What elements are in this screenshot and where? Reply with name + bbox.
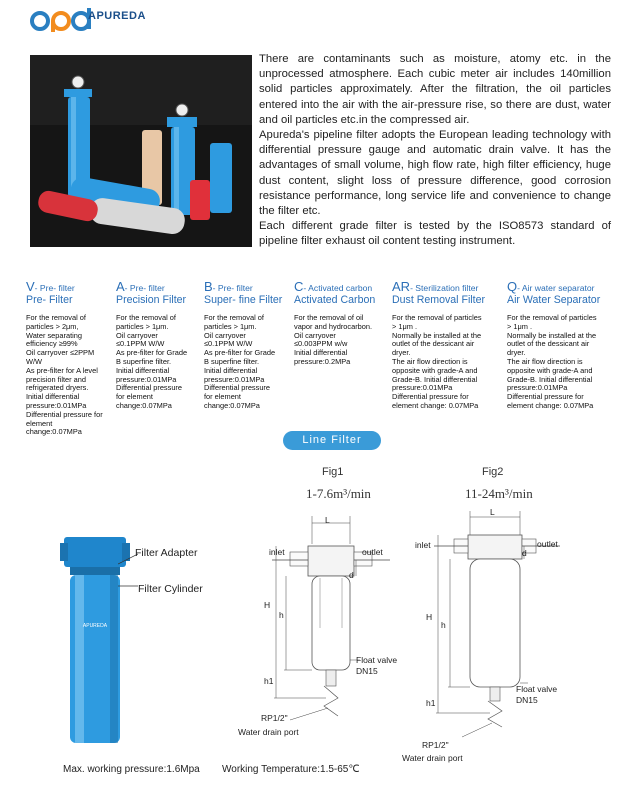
grade-header: B- Pre- filter — [204, 279, 253, 294]
fig2-dim-d: d — [522, 548, 527, 558]
fig2-outlet-label: outlet — [537, 539, 558, 549]
fig2-dim-h: h — [441, 620, 446, 630]
filter-cylinder-label: Filter Cylinder — [138, 583, 203, 595]
working-temperature: Working Temperature:1.5-65℃ — [222, 764, 360, 775]
fig1-dim-h1: h1 — [264, 676, 274, 686]
fig1-dim-d: d — [349, 570, 354, 580]
grade-q — [507, 281, 615, 411]
fig1-dn-label: DN15 — [356, 666, 378, 676]
fig1-rp-label: RP1/2" — [261, 713, 288, 723]
brand-name: APUREDA — [88, 10, 146, 22]
grade-description: For the removal of particles > 1μm . Normally be installed at the outlet of the dessicant air dryer. The air flow direction is opposite with grade-A and Grade-B. Initial differential pressure:0.01MPa Differential pressure for element change: 0.07MPa — [392, 313, 482, 410]
fig2-float-valve-label: Float valve — [516, 684, 558, 694]
fig2-rp-label: RP1/2" — [422, 740, 449, 750]
grade-a — [116, 281, 202, 411]
fig1-dim-h: h — [279, 610, 284, 620]
grade-description: For the removal of particles > 2μm, Water separating efficiency ≥99% Oil carryover ≤2PPM W/W As pre-filter for A level precision filter and refrigerated dryers. Initial differential pressure:0.01MPa Differential pressure for element change:0.07MPa — [26, 313, 103, 437]
grade-subtitle: Pre- Filter — [26, 294, 73, 306]
fig2-dim-H: H — [426, 612, 433, 622]
fig1-inlet-label: inlet — [269, 547, 285, 557]
grade-description: For the removal of oil vapor and hydrocarbon. Oil carryover ≤0.003PPM w/w Initial differential pressure:0.2MPa — [294, 313, 373, 366]
grade-b — [204, 281, 290, 411]
fig2-inlet-label: inlet — [415, 540, 431, 550]
grade-subtitle: Activated Carbon — [294, 294, 376, 306]
grade-header: AR- Sterilization filter — [392, 279, 479, 294]
fig1-dim-L: L — [325, 515, 330, 525]
fig1-float-valve-label: Float valve — [356, 655, 398, 665]
fig1-drawing — [250, 508, 410, 738]
grade-c — [294, 281, 386, 367]
grade-header: Q- Air water separator — [507, 279, 595, 294]
fig1-title: Fig1 — [322, 466, 344, 478]
grade-description: For the removal of particles > 1μm. Oil carryover ≤0.1PPM W/W As pre-filter for Grade B superfine filter. Initial differential pressure:0.01MPa Differential pressure for element change:0.07MPa — [116, 313, 188, 410]
grade-subtitle: Air Water Separator — [507, 294, 601, 306]
grade-header: A- Pre- filter — [116, 279, 165, 294]
product-body-label: APUREDA — [82, 623, 108, 629]
grade-description: For the removal of particles > 1μm. Oil carryover ≤0.1PPM W/W As pre-filter for Grade B superfine filter. Initial differential pressure:0.01MPa Differential pressure for element change:0.07MPa — [204, 313, 276, 410]
section-title-pill: Line Filter — [283, 431, 381, 450]
grade-subtitle: Super- fine Filter — [204, 294, 283, 306]
product-photo — [30, 55, 252, 247]
fig2-flow-rate: 11-24m³/min — [465, 486, 533, 501]
fig1-dim-H: H — [264, 600, 271, 610]
fig2-dim-L: L — [490, 507, 495, 517]
grade-subtitle: Precision Filter — [116, 294, 187, 306]
grade-header: C- Activated carbon — [294, 279, 373, 294]
intro-paragraph: There are contaminants such as moisture, atomy etc. in the unprocessed atmosphere. Each cubic meter air includes 140million solid particles approximately. After the filtration, the oil particles entered into the air with the air-pressure rise, so there are dust, water and oil particles etc.in the compressed air. — [259, 53, 611, 126]
fig1-drain-label: Water drain port — [238, 727, 299, 737]
intro-text — [259, 52, 611, 250]
fig2-drain-label: Water drain port — [402, 753, 463, 763]
fig1-flow-rate: 1-7.6m³/min — [306, 486, 371, 501]
fig2-title: Fig2 — [482, 466, 504, 478]
max-working-pressure: Max. working pressure:1.6Mpa — [63, 764, 200, 775]
intro-paragraph: Apureda's pipeline filter adopts the European leading technology with differential pressure gauge and automatic drain valve. It has the advantages of small volume, high flow rate, high filter efficiency, huge dust content, slight loss of pressure difference, good corrosion resistance performance, long service life and convenience to change the filter etc. — [259, 129, 611, 218]
fig1-outlet-label: outlet — [362, 547, 383, 557]
intro-paragraph: Each different grade filter is tested by the ISO8573 standard of pipeline filter exhaust oil content testing instrument. — [259, 220, 611, 248]
grade-v — [26, 281, 118, 437]
fig2-dim-h1: h1 — [426, 698, 436, 708]
grade-header: V- Pre- filter — [26, 279, 75, 294]
grade-ar — [392, 281, 502, 411]
grade-description: For the removal of particles > 1μm . Normally be installed at the outlet of the dessicant air dryer. The air flow direction is opposite with grade-A and Grade-B. Initial differential pressure:0.01MPa Differential pressure for element change: 0.07MPa — [507, 313, 597, 410]
grade-subtitle: Dust Removal Filter — [392, 294, 486, 306]
fig2-dn-label: DN15 — [516, 695, 538, 705]
filter-adapter-label: Filter Adapter — [135, 547, 198, 559]
